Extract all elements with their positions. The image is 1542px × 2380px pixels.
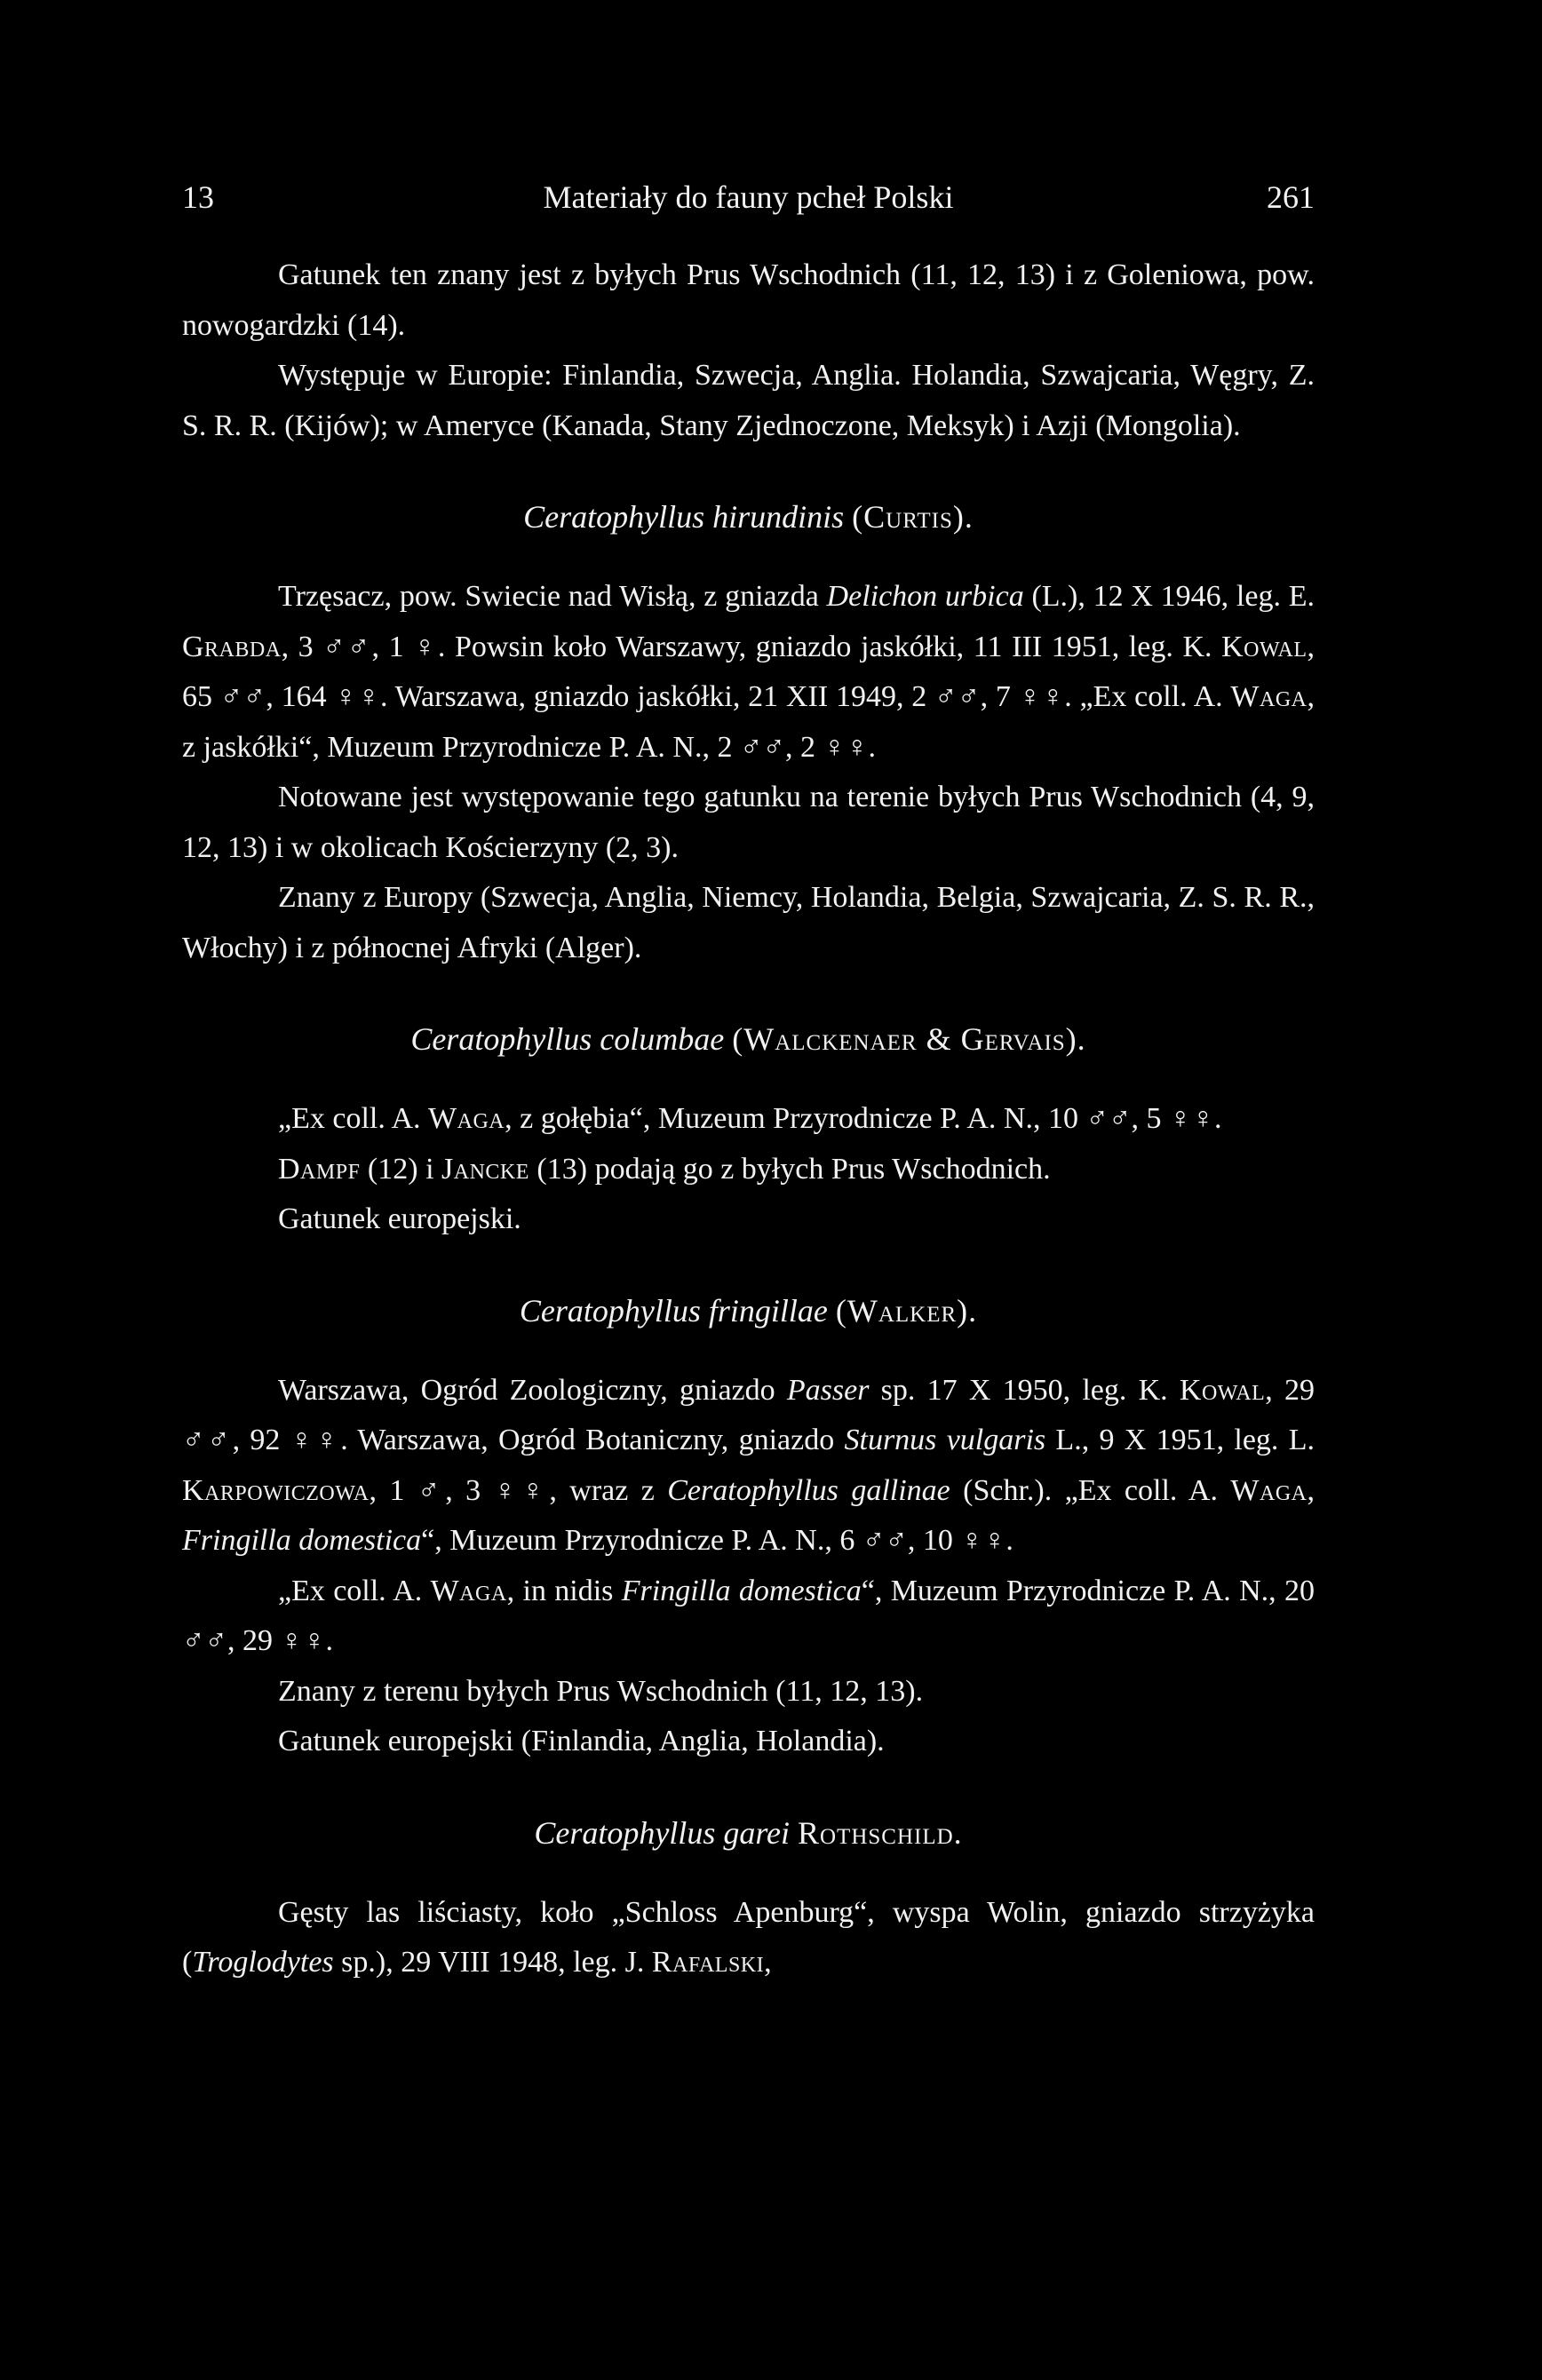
species-name: Ceratophyllus garei bbox=[534, 1814, 790, 1851]
text-run: Trzęsacz, pow. Swiecie nad Wisłą, z gniazda bbox=[278, 580, 827, 613]
text-run: „Ex coll. A. bbox=[278, 1574, 431, 1607]
text-run: “, Muzeum Przyrodnicze P. A. N., 6 ♂♂, 10 ♀♀. bbox=[421, 1524, 1013, 1557]
collector-name: Kowal bbox=[1221, 630, 1308, 663]
paragraph-range: Gatunek ten znany jest z byłych Prus Wschodnich (11, 12, 13) i z Goleniowa, pow. nowogardzki (14). bbox=[182, 258, 1315, 342]
collector-name: Waga bbox=[1230, 1473, 1308, 1507]
species-heading-fringillae bbox=[182, 1286, 1315, 1336]
paragraph-literature bbox=[182, 1145, 1315, 1195]
collector-name: Grabda bbox=[182, 630, 282, 663]
page-number-left: 13 bbox=[182, 179, 214, 215]
text-run: (13) podają go z byłych Prus Wschodnich. bbox=[529, 1152, 1051, 1186]
text-run: , 29 ♂♂, 92 ♀♀. Warszawa, Ogród Botaniczny, gniazdo bbox=[182, 1373, 1315, 1456]
paragraph-distribution: Gatunek europejski (Finlandia, Anglia, Holandia). bbox=[278, 1725, 885, 1757]
text-run: , in nidis bbox=[506, 1574, 622, 1607]
author-name: Jancke bbox=[441, 1152, 529, 1186]
paragraph-distribution: Występuje w Europie: Finlandia, Szwecja, Anglia. Holandia, Szwajcaria, Węgry, Z. S. R. R. (Kijów); w Ameryce (Kanada, Stany Zjednoczone, Meksyk) i Azji (Mongolia). bbox=[182, 359, 1315, 442]
paragraph-distribution: Znany z Europy (Szwecja, Anglia, Niemcy, Holandia, Belgia, Szwajcaria, Z. S. R. R., Włochy) i z północnej Afryki (Alger). bbox=[182, 881, 1315, 964]
collector-name: Waga bbox=[1230, 680, 1308, 713]
collector-name: Rafalski bbox=[651, 1946, 765, 1979]
host-name: Fringilla domestica bbox=[182, 1524, 422, 1557]
species-heading-columbae bbox=[182, 1014, 1315, 1064]
collector-name: Karpowiczowa bbox=[182, 1473, 370, 1507]
text-run: (Schr.). „Ex coll. A. bbox=[950, 1473, 1231, 1507]
body-text bbox=[182, 250, 1315, 1988]
text-run: , z jaskółki“, Muzeum Przyrodnicze P. A. N., 2 ♂♂, 2 ♀♀. bbox=[182, 680, 1315, 764]
text-run: sp.), 29 VIII 1948, leg. J. bbox=[333, 1946, 652, 1979]
paragraph-records bbox=[182, 1567, 1315, 1667]
text-run: Gęsty las liściasty, koło „Schloss Apenburg“, wyspa Wolin, gniazdo strzyżyka ( bbox=[182, 1895, 1315, 1979]
text-run: sp. 17 X 1950, leg. K. bbox=[869, 1373, 1180, 1407]
species-heading-hirundinis bbox=[182, 492, 1315, 542]
host-name: Passer bbox=[786, 1373, 870, 1407]
text-run: “, Muzeum Przyrodnicze P. A. N., 20 ♂♂, 29 ♀♀. bbox=[182, 1574, 1315, 1657]
author-name: Dampf bbox=[278, 1152, 361, 1186]
species-name: Ceratophyllus columbae bbox=[410, 1021, 725, 1057]
paragraph-records bbox=[182, 1888, 1315, 1988]
page-number-right: 261 bbox=[1267, 179, 1315, 215]
paragraph-records bbox=[182, 1094, 1315, 1145]
text-run: (L.), 12 X 1946, leg. E. bbox=[1023, 580, 1315, 613]
host-name: Fringilla domestica bbox=[621, 1574, 862, 1607]
text-run: , 1 ♂, 3 ♀♀, wraz z bbox=[369, 1473, 668, 1507]
text-run: , 65 ♂♂, 164 ♀♀. Warszawa, gniazdo jaskółki, 21 XII 1949, 2 ♂♂, 7 ♀♀. „Ex coll. A. bbox=[182, 630, 1315, 713]
text-run: (12) i bbox=[360, 1152, 442, 1186]
text-run: , bbox=[1307, 1473, 1315, 1507]
text-run: L., 9 X 1951, leg. L. bbox=[1045, 1424, 1315, 1456]
species-reference: Ceratophyllus gallinae bbox=[667, 1473, 950, 1507]
journal-page bbox=[182, 0, 1315, 2380]
paragraph-literature: Notowane jest występowanie tego gatunku na terenie byłych Prus Wschodnich (4, 9, 12, 13) i w okolicach Kościerzyny (2, 3). bbox=[182, 781, 1315, 864]
text-run: Warszawa, Ogród Zoologiczny, gniazdo bbox=[278, 1373, 787, 1407]
host-name: Sturnus vulgaris bbox=[844, 1424, 1046, 1456]
paragraph-records bbox=[182, 572, 1315, 773]
running-title: Materiały do fauny pcheł Polski bbox=[543, 179, 954, 215]
species-author: Rothschild. bbox=[797, 1814, 963, 1851]
collector-name: Kowal bbox=[1179, 1373, 1266, 1407]
text-run: , 3 ♂♂, 1 ♀. Powsin koło Warszawy, gniazdo jaskółki, 11 III 1951, leg. K. bbox=[281, 630, 1222, 663]
species-name: Ceratophyllus fringillae bbox=[519, 1292, 828, 1329]
paragraph-literature: Znany z terenu byłych Prus Wschodnich (11, 12, 13). bbox=[278, 1674, 924, 1708]
collector-name: Waga bbox=[430, 1574, 507, 1607]
running-head bbox=[182, 174, 1315, 220]
species-author: (Curtis). bbox=[852, 499, 974, 535]
host-name: Troglodytes bbox=[192, 1946, 334, 1979]
paragraph-records bbox=[182, 1366, 1315, 1567]
text-run: , z gołębia“, Muzeum Przyrodnicze P. A. N., 10 ♂♂, 5 ♀♀. bbox=[505, 1102, 1222, 1135]
collector-name: Waga bbox=[428, 1102, 505, 1135]
species-name: Ceratophyllus hirundinis bbox=[523, 499, 845, 535]
text-run: „Ex coll. A. bbox=[278, 1102, 429, 1135]
species-author: (Walckenaer & Gervais). bbox=[732, 1021, 1086, 1057]
species-heading-garei bbox=[182, 1808, 1315, 1858]
text-run: , bbox=[764, 1946, 772, 1979]
species-author: (Walker). bbox=[835, 1292, 978, 1329]
host-name: Delichon urbica bbox=[826, 580, 1024, 613]
paragraph-distribution: Gatunek europejski. bbox=[278, 1202, 521, 1235]
